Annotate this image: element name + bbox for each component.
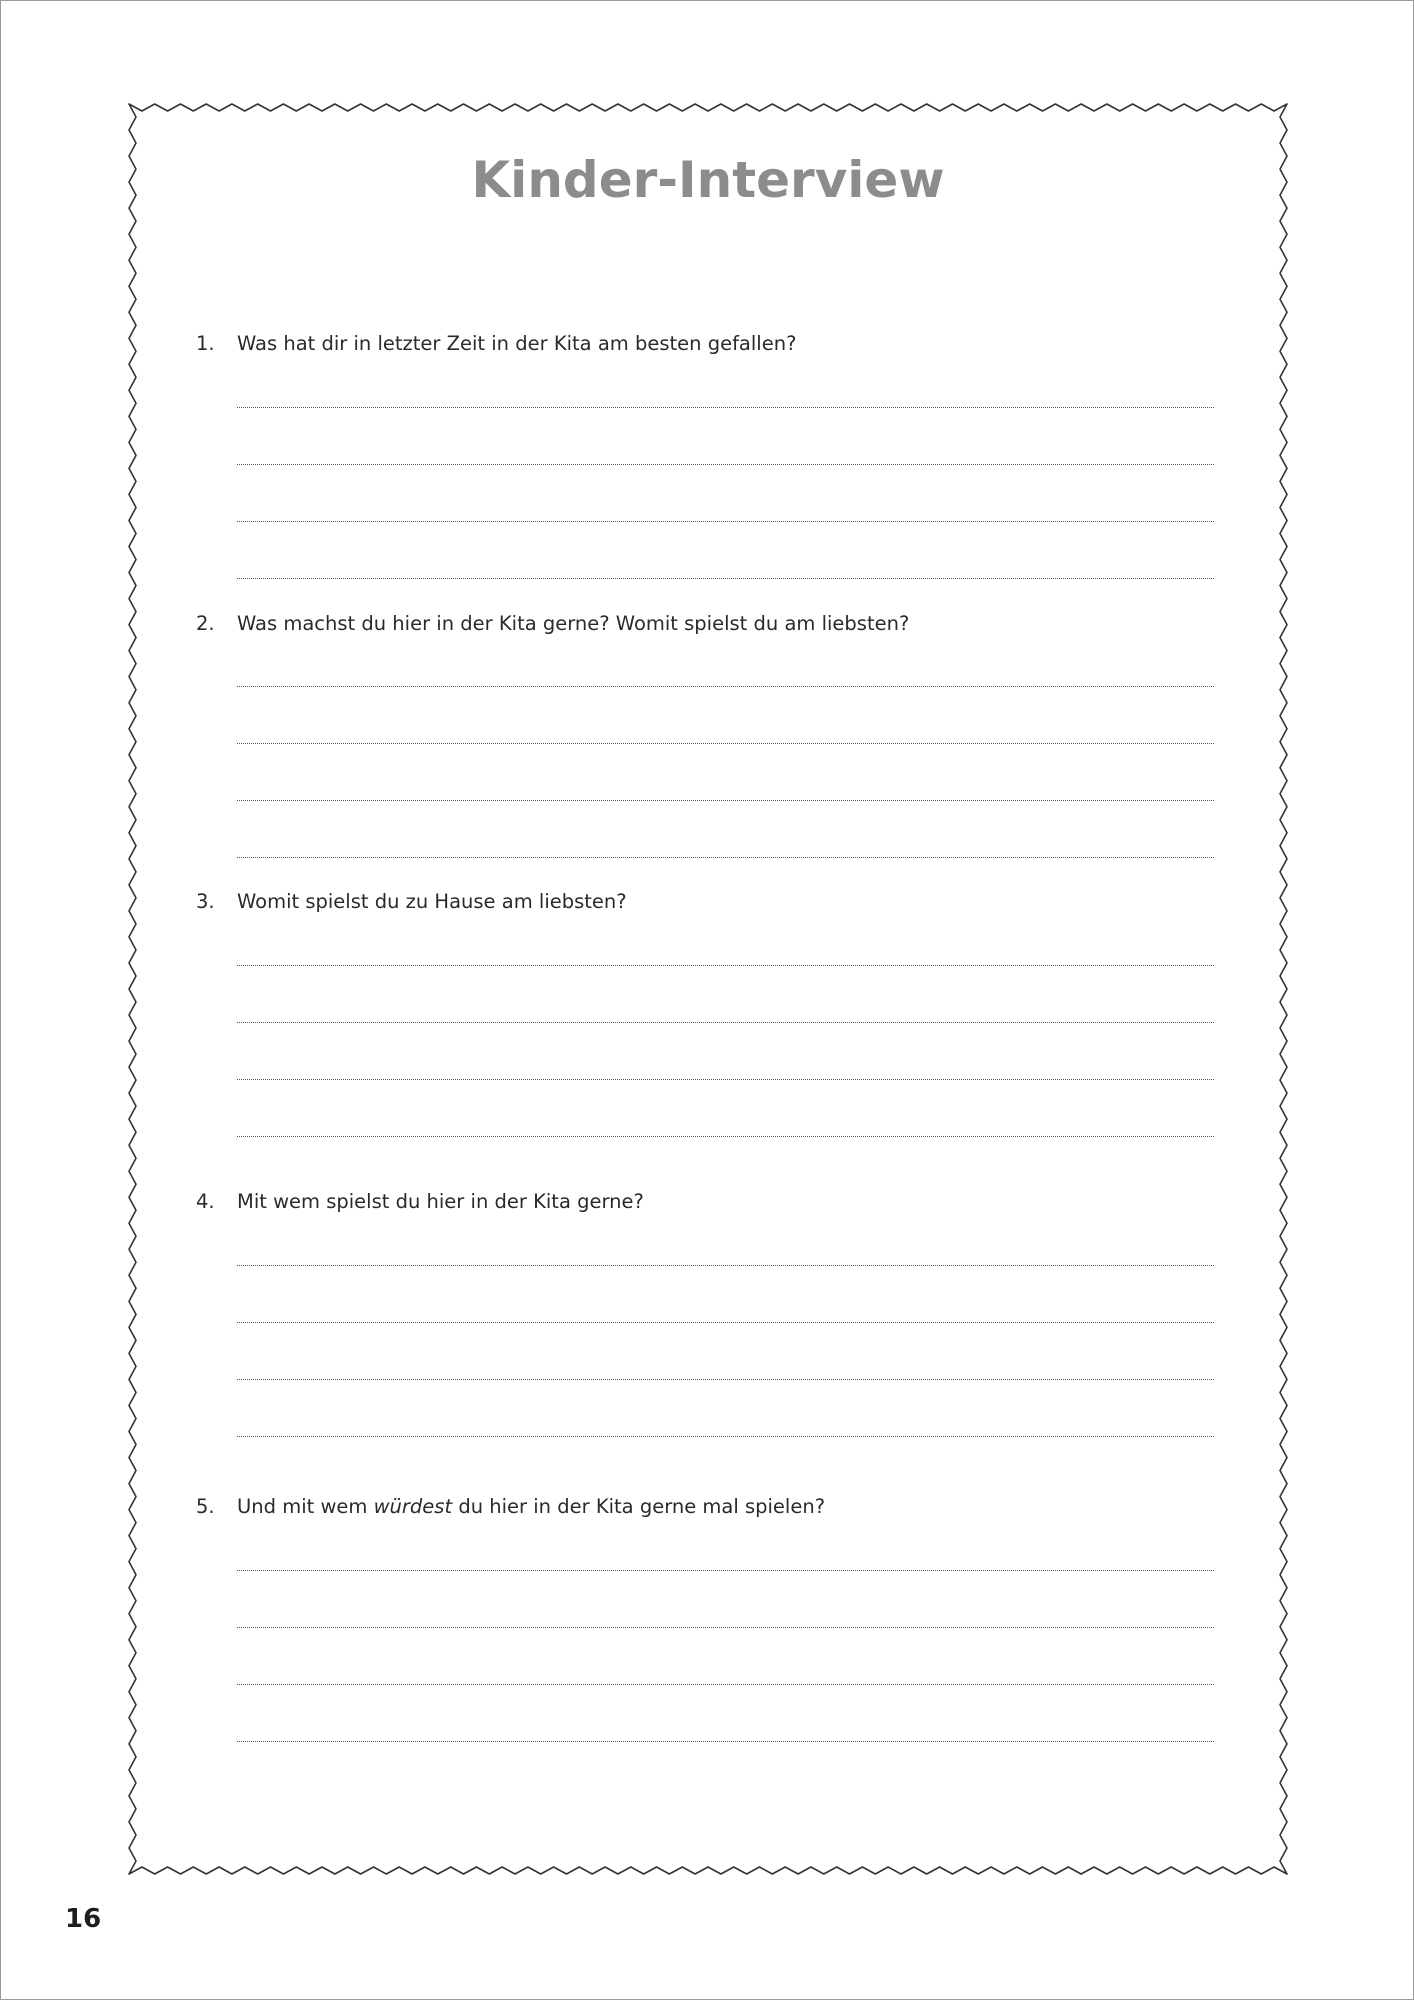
question-1-line: [196, 329, 1236, 359]
page-title: Kinder-Interview: [471, 151, 945, 209]
question-5: [196, 1492, 1236, 1522]
wavy-border-path: [129, 104, 1287, 1874]
answer-line[interactable]: [237, 464, 1214, 465]
question-4-line: [196, 1187, 1236, 1217]
answer-line[interactable]: [237, 1684, 1214, 1685]
question-2-line: [196, 609, 1236, 639]
question-2-number: 2.: [196, 612, 215, 635]
question-3-line: [196, 887, 1236, 917]
answer-line[interactable]: [237, 743, 1214, 744]
question-5-text-before: Und mit wem: [237, 1495, 374, 1518]
answer-line[interactable]: [237, 1022, 1214, 1023]
answer-line[interactable]: [237, 1379, 1214, 1380]
answer-line[interactable]: [237, 1322, 1214, 1323]
question-5-line: [196, 1492, 1236, 1522]
question-4-text: Mit wem spielst du hier in der Kita gerne?: [237, 1190, 644, 1213]
answer-line[interactable]: [237, 578, 1214, 579]
question-5-number: 5.: [196, 1495, 215, 1518]
answer-line[interactable]: [237, 521, 1214, 522]
page-number: 16: [65, 1904, 102, 1934]
answer-line[interactable]: [237, 1570, 1214, 1571]
question-5-text: [237, 1492, 825, 1522]
answer-line[interactable]: [237, 1627, 1214, 1628]
answer-line[interactable]: [237, 800, 1214, 801]
answer-line[interactable]: [237, 857, 1214, 858]
question-5-text-emphasis: würdest: [373, 1495, 453, 1518]
answer-line[interactable]: [237, 686, 1214, 687]
answer-line[interactable]: [237, 1436, 1214, 1437]
question-1-number: 1.: [196, 332, 215, 355]
question-3-text: Womit spielst du zu Hause am liebsten?: [237, 890, 627, 913]
answer-line[interactable]: [237, 407, 1214, 408]
answer-line[interactable]: [237, 1079, 1214, 1080]
question-3: [196, 887, 1236, 917]
answer-line[interactable]: [237, 1136, 1214, 1137]
question-2-text: Was machst du hier in der Kita gerne? Womit spielst du am liebsten?: [237, 612, 910, 635]
answer-line[interactable]: [237, 1741, 1214, 1742]
question-4-number: 4.: [196, 1190, 215, 1213]
wavy-border-frame: [1, 1, 1414, 2001]
question-5-text-after: du hier in der Kita gerne mal spielen?: [452, 1495, 826, 1518]
answer-line[interactable]: [237, 1265, 1214, 1266]
answer-line[interactable]: [237, 965, 1214, 966]
question-1: [196, 329, 1236, 359]
question-3-number: 3.: [196, 890, 215, 913]
question-2: [196, 609, 1236, 639]
question-4: [196, 1187, 1236, 1217]
question-1-text: Was hat dir in letzter Zeit in der Kita am besten gefallen?: [237, 332, 797, 355]
